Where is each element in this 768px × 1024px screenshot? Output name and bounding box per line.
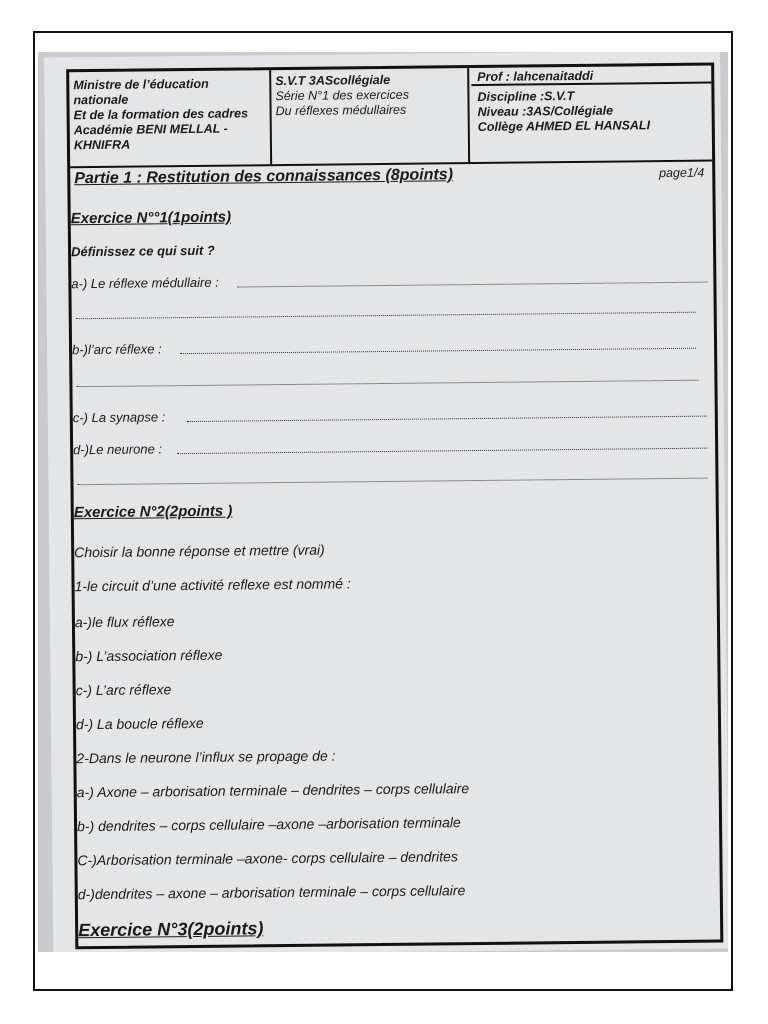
answer-line xyxy=(187,416,707,422)
q2-option-b: b-) dendrites – corps cellulaire –axone –arborisation terminale xyxy=(76,814,461,835)
answer-line xyxy=(76,312,696,319)
q2-option-a: a-) Axone – arborisation terminale – dendrites – corps cellulaire xyxy=(76,780,470,801)
ex1-item-b: b-)l’arc réflexe : xyxy=(72,341,162,358)
answer-line xyxy=(177,448,707,455)
ex1-item-d: d-)Le neurone : xyxy=(73,441,163,458)
header-table xyxy=(69,66,712,169)
answer-line xyxy=(237,282,707,288)
q1-option-b: b-) L’association réflexe xyxy=(75,646,223,665)
header-college: Collège AHMED EL HANSALI xyxy=(477,118,651,135)
paper-sheet xyxy=(44,52,728,952)
document-photo xyxy=(38,52,728,952)
header-niveau: Niveau :3AS/Collégiale xyxy=(477,103,614,120)
q2-option-d: d-)dendrites – axone – arborisation terminale – corps cellulaire xyxy=(77,882,466,903)
header-institution xyxy=(73,76,266,153)
header-academie: Académie BENI MELLAL - xyxy=(73,121,228,138)
exercise-1-instruction: Définissez ce qui suit ? xyxy=(70,242,215,260)
page-number: page1/4 xyxy=(659,165,705,181)
partie-title: Partie 1 : Restitution des connaissances (8points) xyxy=(74,166,454,188)
answer-line xyxy=(77,478,707,486)
q2-option-c: C-)Arborisation terminale –axone- corps cellulaire – dendrites xyxy=(77,848,459,869)
ex1-item-c: c-) La synapse : xyxy=(72,409,166,426)
q1-option-c: c-) L’arc réflexe xyxy=(75,681,172,699)
q1-option-a: a-)le flux réflexe xyxy=(74,613,175,631)
header-ministry: Ministre de l’éducation xyxy=(73,76,209,93)
exercise-3-title: Exercice N°3(2points) xyxy=(78,918,264,941)
header-formation: Et de la formation des cadres xyxy=(73,106,249,123)
q1-option-d: d-) La boucle réflexe xyxy=(75,714,204,733)
question-2: 2-Dans le neurone l’influx se propage de : xyxy=(76,747,336,767)
exercise-2-instruction: Choisir la bonne réponse et mettre (vrai) xyxy=(74,541,325,561)
ex1-item-a: a-) Le réflexe médullaire : xyxy=(71,274,219,292)
exercise-1-title: Exercice N°°1(1points) xyxy=(70,208,232,228)
header-nationale: nationale xyxy=(73,92,129,108)
exercise-2-title: Exercice N°2(2points ) xyxy=(73,502,233,522)
exam-sheet xyxy=(66,63,723,950)
header-khnifra: KHNIFRA xyxy=(73,137,131,153)
answer-line xyxy=(180,348,696,354)
header-reflexes: Du réflexes médullaires xyxy=(275,102,407,119)
header-subject xyxy=(269,68,470,164)
header-svt: S.V.T 3AScollégiale xyxy=(275,72,391,89)
question-1: 1-le circuit d’une activité reflexe est nommé : xyxy=(74,575,351,595)
header-serie: Série N°1 des exercices xyxy=(275,87,410,104)
header-teacher xyxy=(471,66,712,163)
header-prof: Prof : lahcenaitaddi xyxy=(471,66,711,87)
header-discipline: Discipline :S.V.T xyxy=(477,88,575,105)
answer-line xyxy=(76,380,698,388)
